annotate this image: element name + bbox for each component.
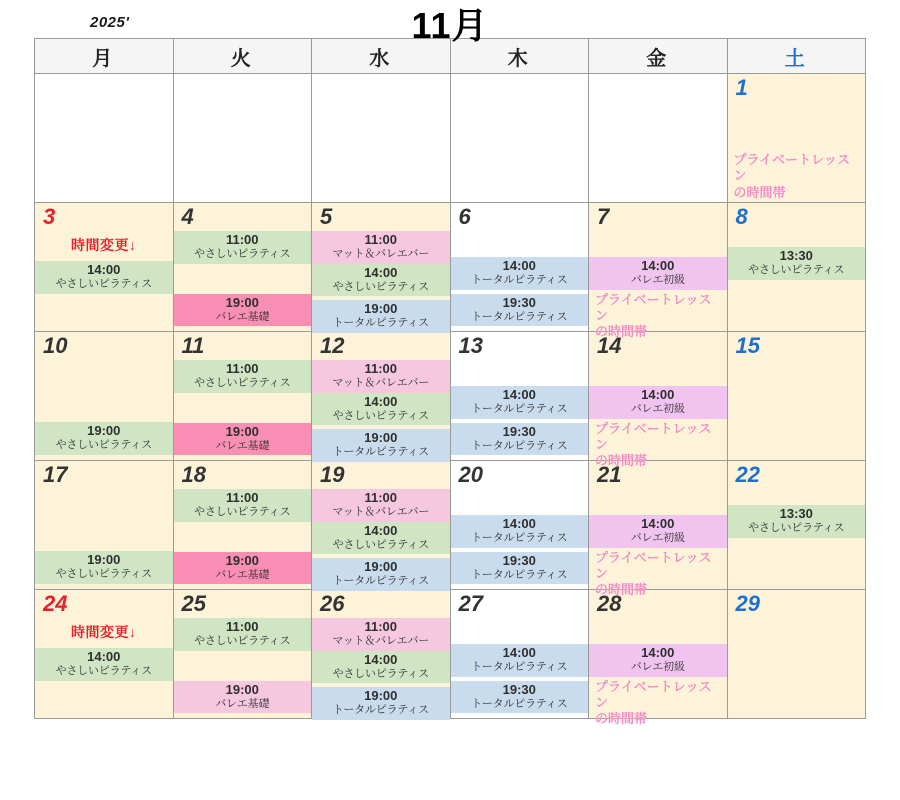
class-name: やさしいピラティス xyxy=(55,277,152,290)
class-time: 13:30 xyxy=(779,506,813,521)
class-event[interactable] xyxy=(312,651,450,684)
event-spacer xyxy=(589,618,727,644)
private-lesson-line2: の時間帯 xyxy=(595,324,648,340)
class-event[interactable] xyxy=(589,515,727,548)
class-event[interactable] xyxy=(35,648,173,681)
day-cell-10[interactable] xyxy=(35,332,174,461)
class-time: 14:00 xyxy=(641,645,675,660)
day-events xyxy=(174,360,312,458)
class-event[interactable] xyxy=(451,515,589,548)
class-name: バレエ基礎 xyxy=(215,697,270,710)
class-time: 11:00 xyxy=(364,490,398,505)
day-events xyxy=(174,231,312,329)
class-time: 11:00 xyxy=(225,232,259,247)
day-cell-12[interactable] xyxy=(312,332,451,461)
day-cell-7[interactable] xyxy=(589,203,728,340)
day-number: 11 xyxy=(181,333,205,358)
day-events xyxy=(312,489,450,587)
class-name: マット＆バレエバー xyxy=(332,247,430,260)
class-event[interactable] xyxy=(312,429,450,462)
private-lesson-band xyxy=(589,677,727,730)
class-time: 19:30 xyxy=(502,552,536,568)
private-lesson-band xyxy=(589,548,727,601)
class-time: 19:30 xyxy=(502,423,536,439)
month-title: 11月 xyxy=(411,5,489,46)
class-name: やさしいピラティス xyxy=(332,538,429,551)
class-name: やさしいピラティス xyxy=(748,263,845,276)
class-time: 14:00 xyxy=(364,393,398,409)
class-name: やさしいピラティス xyxy=(194,376,291,389)
class-time: 11:00 xyxy=(364,361,398,376)
class-time: 14:00 xyxy=(641,387,675,402)
class-name: やさしいピラティス xyxy=(748,521,845,534)
day-cell-14[interactable] xyxy=(589,332,728,469)
calendar-week-row xyxy=(35,332,866,461)
class-name: トータルピラティス xyxy=(471,660,568,673)
class-event[interactable] xyxy=(451,681,589,714)
event-spacer xyxy=(728,489,866,505)
class-name: トータルピラティス xyxy=(332,317,429,330)
day-events xyxy=(451,360,589,458)
day-cell-26[interactable] xyxy=(312,590,451,719)
day-events xyxy=(589,489,727,598)
class-time: 14:00 xyxy=(87,649,121,664)
day-number: 8 xyxy=(735,204,748,229)
day-events xyxy=(35,618,173,716)
day-cell-empty[interactable] xyxy=(450,74,589,203)
day-cell-15[interactable] xyxy=(727,332,866,461)
class-time: 19:00 xyxy=(364,301,398,317)
event-spacer xyxy=(728,231,866,247)
class-event[interactable] xyxy=(312,558,450,591)
calendar-week-row xyxy=(35,203,866,332)
class-name: やさしいピラティス xyxy=(55,664,152,677)
day-events xyxy=(728,231,866,329)
class-time: 14:00 xyxy=(641,516,675,531)
event-spacer xyxy=(174,264,312,294)
class-name: やさしいピラティス xyxy=(194,505,291,518)
class-name: トータルピラティス xyxy=(471,402,568,415)
class-name: やさしいピラティス xyxy=(194,247,291,260)
class-name: トータルピラティス xyxy=(471,531,568,544)
day-events xyxy=(174,489,312,587)
day-number: 29 xyxy=(735,591,760,616)
class-event[interactable] xyxy=(451,423,589,456)
day-cell-28[interactable] xyxy=(589,590,728,727)
day-events xyxy=(728,360,866,458)
class-time: 19:00 xyxy=(225,552,259,568)
class-time: 14:00 xyxy=(502,645,536,660)
class-event[interactable] xyxy=(174,423,312,456)
day-cell-27[interactable] xyxy=(450,590,589,719)
class-name: トータルピラティス xyxy=(471,568,568,581)
day-number: 4 xyxy=(181,204,194,229)
event-spacer xyxy=(589,231,727,257)
class-time: 14:00 xyxy=(364,522,398,538)
event-spacer xyxy=(35,489,173,551)
class-name: マット＆バレエバー xyxy=(332,634,430,647)
class-name: バレエ初級 xyxy=(630,531,685,544)
event-spacer xyxy=(589,360,727,386)
class-time: 19:00 xyxy=(364,430,398,446)
day-cell-4[interactable] xyxy=(173,203,312,332)
day-events xyxy=(728,618,866,716)
calendar-week-row xyxy=(35,74,866,203)
day-cell-17[interactable] xyxy=(35,461,174,590)
event-spacer xyxy=(451,360,589,386)
day-cell-24[interactable] xyxy=(35,590,174,719)
day-cell-21[interactable] xyxy=(589,461,728,598)
day-number: 27 xyxy=(458,591,483,616)
class-event[interactable] xyxy=(35,551,173,584)
class-event[interactable] xyxy=(312,522,450,555)
day-number: 24 xyxy=(43,591,68,616)
day-number: 12 xyxy=(320,333,345,358)
day-cell-3[interactable] xyxy=(35,203,174,332)
day-events xyxy=(451,618,589,716)
class-name: やさしいピラティス xyxy=(55,567,152,580)
day-cell-29[interactable] xyxy=(727,590,866,719)
calendar-table xyxy=(34,38,866,727)
day-number: 18 xyxy=(181,462,206,487)
private-lesson-line2: の時間帯 xyxy=(595,582,648,598)
event-spacer xyxy=(35,360,173,422)
day-number: 13 xyxy=(458,333,483,358)
class-event[interactable] xyxy=(174,360,312,393)
private-lesson-band xyxy=(589,290,727,343)
private-lesson-line2: の時間帯 xyxy=(595,453,648,469)
day-number: 17 xyxy=(43,462,68,487)
day-cell-22[interactable] xyxy=(727,461,866,590)
day-cell-empty[interactable] xyxy=(35,74,174,203)
class-name: バレエ初級 xyxy=(630,402,685,415)
event-spacer xyxy=(589,489,727,515)
class-name: バレエ初級 xyxy=(630,660,685,673)
day-events xyxy=(728,489,866,587)
class-name: やさしいピラティス xyxy=(332,409,429,422)
day-events xyxy=(174,102,312,200)
class-name: やさしいピラティス xyxy=(194,634,291,647)
class-time: 11:00 xyxy=(225,490,259,505)
class-name: トータルピラティス xyxy=(471,273,568,286)
day-events xyxy=(312,102,450,200)
day-events xyxy=(312,231,450,329)
day-cell-11[interactable] xyxy=(173,332,312,461)
schedule-change-note: 時間変更↓ xyxy=(71,237,137,253)
day-cell-5[interactable] xyxy=(312,203,451,332)
event-spacer xyxy=(174,522,312,552)
calendar-header xyxy=(0,0,900,46)
class-time: 19:00 xyxy=(87,552,121,567)
calendar-week-row xyxy=(35,461,866,590)
class-event[interactable] xyxy=(312,687,450,720)
class-time: 19:00 xyxy=(225,423,259,439)
class-event[interactable] xyxy=(174,489,312,522)
class-name: バレエ初級 xyxy=(630,273,685,286)
day-events xyxy=(35,360,173,458)
private-lesson-band xyxy=(728,150,866,203)
day-number: 3 xyxy=(43,204,56,229)
private-lesson-line2: の時間帯 xyxy=(595,711,648,727)
class-event[interactable] xyxy=(589,644,727,677)
day-number: 20 xyxy=(458,462,483,487)
private-lesson-line1: プライベートレッスン xyxy=(595,549,712,581)
day-number: 7 xyxy=(597,204,610,229)
day-number: 28 xyxy=(597,591,622,616)
class-event[interactable] xyxy=(174,294,312,327)
day-number: 19 xyxy=(320,462,345,487)
event-spacer xyxy=(728,102,866,150)
class-event[interactable] xyxy=(451,644,589,677)
class-time: 19:00 xyxy=(225,681,259,697)
day-events xyxy=(589,231,727,340)
class-name: やさしいピラティス xyxy=(332,280,429,293)
weekday-header-2: 水 xyxy=(312,39,451,74)
day-number: 26 xyxy=(320,591,345,616)
class-name: バレエ基礎 xyxy=(215,439,270,452)
class-name: トータルピラティス xyxy=(471,310,568,323)
class-name: バレエ基礎 xyxy=(215,568,270,581)
class-event[interactable] xyxy=(312,231,450,264)
day-cell-25[interactable] xyxy=(173,590,312,719)
class-event[interactable] xyxy=(451,386,589,419)
class-time: 11:00 xyxy=(364,232,398,247)
day-number: 25 xyxy=(181,591,206,616)
day-events xyxy=(451,489,589,587)
class-name: バレエ基礎 xyxy=(215,310,270,323)
class-event[interactable] xyxy=(312,618,450,651)
class-time: 19:00 xyxy=(364,688,398,704)
day-cell-13[interactable] xyxy=(450,332,589,461)
class-event[interactable] xyxy=(451,294,589,327)
class-name: マット＆バレエバー xyxy=(332,505,430,518)
day-events xyxy=(35,489,173,587)
event-spacer xyxy=(174,393,312,423)
day-cell-empty[interactable] xyxy=(589,74,728,203)
day-number: 22 xyxy=(735,462,760,487)
class-time: 11:00 xyxy=(364,619,398,634)
class-time: 14:00 xyxy=(364,264,398,280)
class-name: マット＆バレエバー xyxy=(332,376,430,389)
class-event[interactable] xyxy=(451,552,589,585)
class-event[interactable] xyxy=(589,257,727,290)
class-event[interactable] xyxy=(174,552,312,585)
day-events xyxy=(589,618,727,727)
class-name: やさしいピラティス xyxy=(55,438,152,451)
class-event[interactable] xyxy=(35,261,173,294)
day-number: 14 xyxy=(597,333,622,358)
day-cell-empty[interactable] xyxy=(312,74,451,203)
class-event[interactable] xyxy=(589,386,727,419)
day-cell-1[interactable] xyxy=(727,74,866,203)
day-number: 6 xyxy=(458,204,471,229)
class-event[interactable] xyxy=(451,257,589,290)
day-cell-8[interactable] xyxy=(727,203,866,332)
day-cell-20[interactable] xyxy=(450,461,589,590)
class-time: 14:00 xyxy=(502,258,536,273)
class-event[interactable] xyxy=(174,618,312,651)
private-lesson-line1: プライベートレッスン xyxy=(595,678,712,710)
day-events xyxy=(174,618,312,716)
class-event[interactable] xyxy=(312,360,450,393)
class-time: 14:00 xyxy=(87,262,121,277)
private-lesson-line1: プライベートレッスン xyxy=(595,291,712,323)
class-time: 14:00 xyxy=(502,387,536,402)
class-time: 14:00 xyxy=(502,516,536,531)
private-lesson-line2: の時間帯 xyxy=(733,184,786,200)
day-events xyxy=(451,102,589,200)
day-events xyxy=(728,102,866,200)
class-name: トータルピラティス xyxy=(471,697,568,710)
day-events xyxy=(589,102,727,200)
day-number: 10 xyxy=(43,333,68,358)
class-name: トータルピラティス xyxy=(332,575,429,588)
class-event[interactable] xyxy=(312,264,450,297)
class-time: 19:00 xyxy=(225,294,259,310)
day-events xyxy=(312,360,450,458)
class-event[interactable] xyxy=(312,489,450,522)
day-cell-empty[interactable] xyxy=(173,74,312,203)
day-cell-19[interactable] xyxy=(312,461,451,590)
class-time: 19:30 xyxy=(502,681,536,697)
day-cell-6[interactable] xyxy=(450,203,589,332)
day-events xyxy=(35,231,173,329)
class-time: 14:00 xyxy=(364,651,398,667)
class-time: 19:30 xyxy=(502,294,536,310)
class-name: トータルピラティス xyxy=(471,439,568,452)
day-number: 15 xyxy=(735,333,760,358)
day-events xyxy=(451,231,589,329)
class-name: トータルピラティス xyxy=(332,704,429,717)
year-label: 2025' xyxy=(90,14,130,31)
class-event[interactable] xyxy=(728,505,866,538)
class-event[interactable] xyxy=(728,247,866,280)
day-events xyxy=(589,360,727,469)
class-time: 11:00 xyxy=(225,361,259,376)
day-cell-18[interactable] xyxy=(173,461,312,590)
class-time: 19:00 xyxy=(364,559,398,575)
private-lesson-band xyxy=(589,419,727,472)
event-spacer xyxy=(451,618,589,644)
event-spacer xyxy=(451,231,589,257)
class-event[interactable] xyxy=(174,681,312,714)
weekday-header-5: 土 xyxy=(727,39,866,74)
schedule-change-note: 時間変更↓ xyxy=(71,624,137,640)
weekday-header-4: 金 xyxy=(589,39,728,74)
day-number: 5 xyxy=(320,204,333,229)
class-name: やさしいピラティス xyxy=(332,667,429,680)
class-event[interactable] xyxy=(174,231,312,264)
class-event[interactable] xyxy=(312,393,450,426)
class-time: 13:30 xyxy=(779,248,813,263)
weekday-header-1: 火 xyxy=(173,39,312,74)
day-number: 1 xyxy=(735,75,748,100)
event-spacer xyxy=(174,651,312,681)
day-events xyxy=(35,102,173,200)
weekday-header-3: 木 xyxy=(450,39,589,74)
day-events xyxy=(312,618,450,716)
private-lesson-line1: プライベートレッスン xyxy=(733,152,850,184)
class-time: 11:00 xyxy=(225,619,259,634)
class-name: トータルピラティス xyxy=(332,446,429,459)
event-spacer xyxy=(451,489,589,515)
class-time: 14:00 xyxy=(641,258,675,273)
day-number: 21 xyxy=(597,462,622,487)
private-lesson-line1: プライベートレッスン xyxy=(595,420,712,452)
class-event[interactable] xyxy=(35,422,173,455)
weekday-header-0: 月 xyxy=(35,39,174,74)
class-time: 19:00 xyxy=(87,423,121,438)
calendar-week-row xyxy=(35,590,866,719)
class-event[interactable] xyxy=(312,300,450,333)
